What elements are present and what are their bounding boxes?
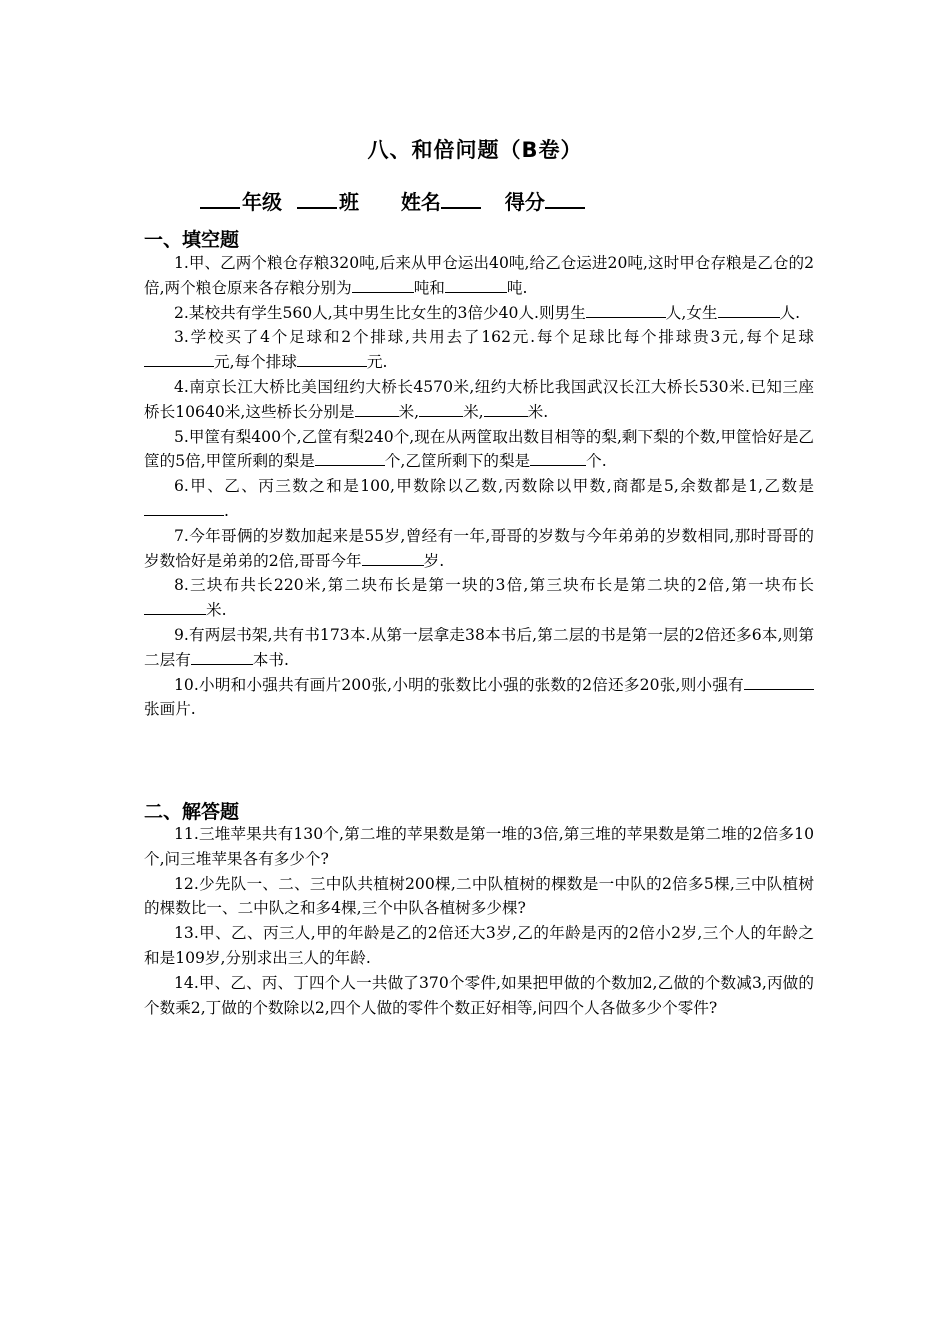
page-title: 八、和倍问题（B卷） <box>367 138 583 162</box>
section-solve-heading: 二、解答题 <box>144 801 240 823</box>
question-4: 4.南京长江大桥比美国纽约大桥长4570米,纽约大桥比我国武汉长江大桥长530米.已知三座桥长10640米,这些桥长分别是 米, 米, 米. <box>144 377 814 421</box>
question-11: 11.三堆苹果共有130个,第二堆的苹果数是第一堆的3倍,第三堆的苹果数是第二堆的2倍多10个,问三堆苹果各有多少个? <box>144 825 814 868</box>
answer-blank[interactable] <box>530 451 586 466</box>
section-fill-in-heading: 一、填空题 <box>144 229 240 251</box>
class-blank[interactable] <box>297 191 337 209</box>
answer-blank[interactable] <box>352 278 414 293</box>
fill-in-questions <box>144 251 814 722</box>
answer-blank[interactable] <box>445 278 507 293</box>
name-blank[interactable] <box>441 191 481 209</box>
answer-blank[interactable] <box>362 551 424 566</box>
answer-blank[interactable] <box>484 402 528 417</box>
score-label: 得分 <box>504 190 545 214</box>
question-5: 5.甲筐有梨400个,乙筐有梨240个,现在从两筐取出数目相等的梨,剩下梨的个数,甲筐恰好是乙筐的5倍,甲筐所剩的梨是 个,乙筐所剩下的梨是 个. <box>144 427 815 471</box>
question-14: 14.甲、乙、丙、丁四个人一共做了370个零件,如果把甲做的个数加2,乙做的个数减3,丙做的个数乘2,丁做的个数除以2,四个人做的零件个数正好相等,问四个人各做多少个零件? <box>144 973 814 1017</box>
answer-blank[interactable] <box>586 303 666 318</box>
name-label: 姓名 <box>400 190 441 214</box>
question-7: 7.今年哥俩的岁数加起来是55岁,曾经有一年,哥哥的岁数与今年弟弟的岁数相同,那时哥哥的岁数恰好是弟弟的2倍,哥哥今年 岁. <box>144 526 814 570</box>
answer-blank[interactable] <box>191 650 253 665</box>
solve-questions <box>144 822 814 1020</box>
answer-blank[interactable] <box>718 303 780 318</box>
question-1: 1.甲、乙两个粮仓存粮320吨,后来从甲仓运出40吨,给乙仓运进20吨,这时甲仓存粮是乙仓的2倍,两个粮仓原来各存粮分别为 吨和 吨. <box>144 254 814 297</box>
class-label: 班 <box>338 190 359 214</box>
answer-blank[interactable] <box>144 600 206 615</box>
score-blank[interactable] <box>545 191 585 209</box>
answer-blank[interactable] <box>144 501 224 516</box>
answer-blank[interactable] <box>144 352 214 367</box>
question-10: 10.小明和小强共有画片200张,小明的张数比小强的张数的2倍还多20张,则小强有张画片. <box>144 673 814 723</box>
question-12: 12.少先队一、二、三中队共植树200棵,二中队植树的棵数是一中队的2倍多5棵,三中队植树的棵数比一、二中队之和多4棵,三个中队各植树多少棵? <box>144 874 814 918</box>
question-13: 13.甲、乙、丙三人,甲的年龄是乙的2倍还大3岁,乙的年龄是丙的2倍小2岁,三个人的年龄之和是109岁,分别求出三人的年龄. <box>144 924 814 967</box>
answer-blank[interactable] <box>419 402 463 417</box>
question-6: 6.甲、乙、丙三数之和是100,甲数除以乙数,丙数除以甲数,商都是5,余数都是1,乙数是. <box>144 474 814 524</box>
question-9: 9.有两层书架,共有书173本.从第一层拿走38本书后,第二层的书是第一层的2倍还多6本,则第二层有 本书. <box>144 625 814 669</box>
question-2: 2.某校共有学生560人,其中男生比女生的3倍少40人.则男生 人,女生 人. <box>174 303 801 322</box>
answer-blank[interactable] <box>355 402 399 417</box>
answer-blank[interactable] <box>297 352 367 367</box>
grade-blank[interactable] <box>200 191 240 209</box>
question-3: 3.学校买了4个足球和2个排球,共用去了162元.每个足球比每个排球贵3元,每个足球元,每个排球 元. <box>144 325 814 375</box>
question-8: 8.三块布共长220米,第二块布长是第一块的3倍,第三块布长是第二块的2倍,第一块布长米. <box>144 573 814 623</box>
student-info-line <box>200 186 587 215</box>
grade-label: 年级 <box>242 190 282 214</box>
answer-blank[interactable] <box>744 675 814 690</box>
answer-blank[interactable] <box>315 451 385 466</box>
